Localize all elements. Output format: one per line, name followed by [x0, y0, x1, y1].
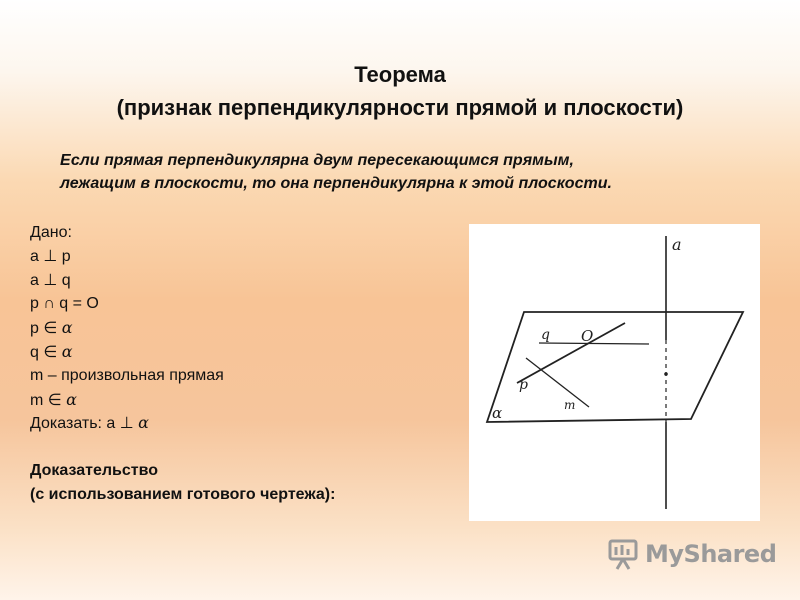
theorem-statement-line-1: Если прямая перпендикулярна двум пересекающимся прямым, [60, 152, 574, 169]
label-a: a [672, 235, 682, 254]
geometry-figure [469, 224, 760, 521]
alpha-symbol: α [61, 318, 73, 338]
label-m: m [564, 398, 576, 412]
alpha-symbol: α [138, 413, 149, 433]
slide-title: Теорема [354, 62, 446, 87]
proof-subheading: (с использованием готового чертежа): [30, 485, 336, 503]
line-m [526, 358, 589, 407]
alpha-symbol: α [61, 341, 73, 361]
geometry-drawing [469, 224, 760, 521]
given-line-4: p ∈ α [30, 318, 73, 338]
proof-heading: Доказательство [30, 461, 158, 479]
given-line-5: q ∈ α [30, 341, 73, 361]
label-p: p [519, 377, 528, 393]
given-heading: Дано: [30, 224, 72, 241]
prove-line: Доказать: a ⊥ α [30, 413, 149, 433]
given-line-7: m ∈ α [30, 389, 77, 409]
point-on-a [664, 372, 668, 376]
given-line-3: p ∩ q = O [30, 295, 99, 313]
line-p [517, 323, 625, 383]
label-q: q [541, 327, 550, 343]
slide-subtitle: (признак перпендикулярности прямой и плоскости) [116, 95, 684, 120]
given-line-6: m – произвольная прямая [30, 366, 224, 384]
line-q [539, 343, 649, 344]
given-line-2: a ⊥ q [30, 271, 71, 289]
label-o: O [581, 327, 594, 345]
given-line-1: a ⊥ p [30, 247, 71, 265]
label-alpha: α [492, 404, 503, 422]
watermark-logo [607, 537, 776, 571]
presentation-board-icon [607, 537, 639, 571]
given-block [30, 221, 335, 507]
alpha-symbol: α [66, 389, 77, 409]
theorem-statement-line-2: лежащим в плоскости, то она перпендикулярна к этой плоскости. [60, 175, 612, 192]
watermark-text: MyShared [645, 540, 777, 568]
